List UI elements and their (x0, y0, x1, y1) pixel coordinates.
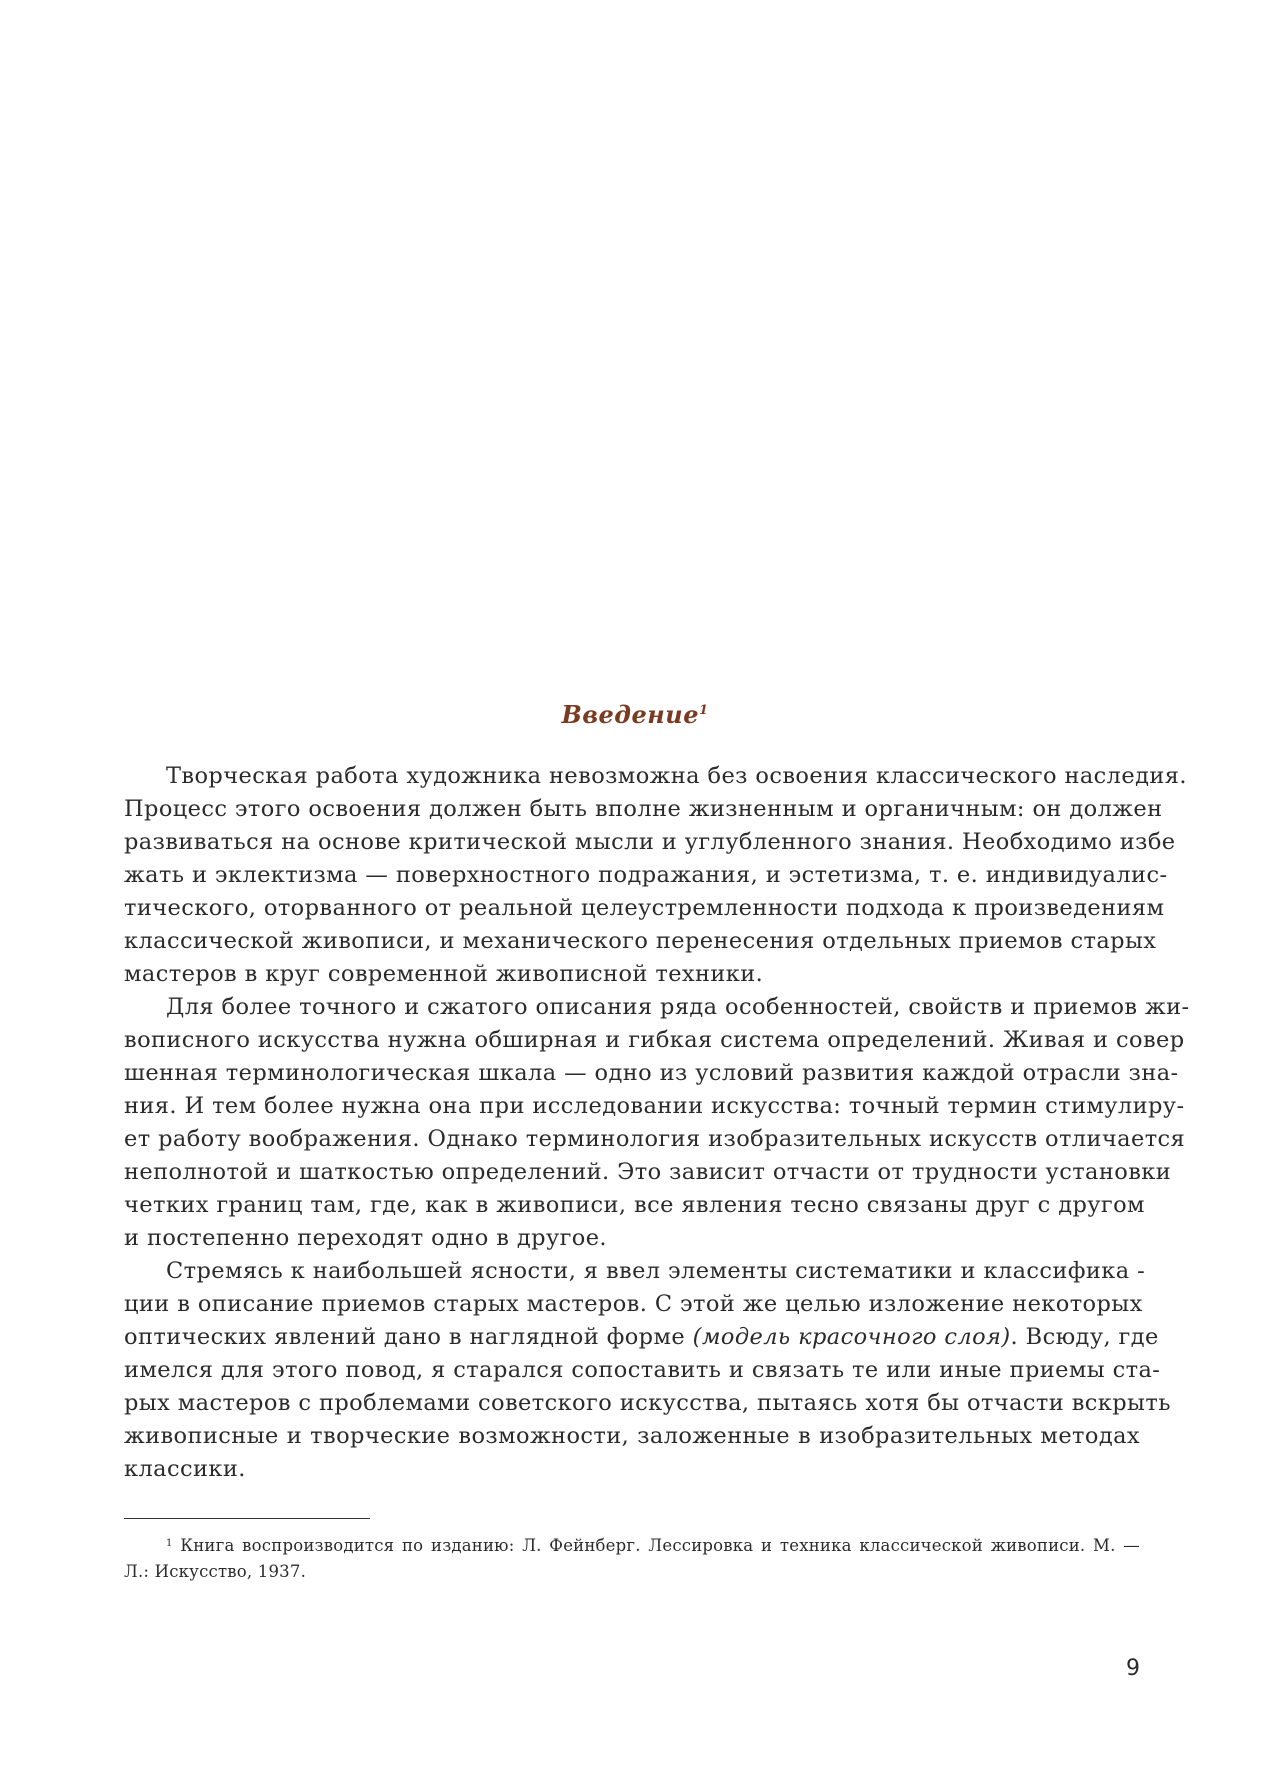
text-line: имелся для этого повод, я старался сопоставить и связать те или иные приемы ста- (124, 1357, 1161, 1383)
text-line: неполнотой и шаткостью определений. Это зависит отчасти от трудности установки (124, 1159, 1172, 1185)
text-segment: оптических явлений дано в наглядной форме (124, 1324, 686, 1350)
footnote-reference-mark: 1 (698, 703, 709, 718)
text-line: и постепенно переходят одно в другое. (124, 1225, 607, 1251)
paragraph-1 (124, 760, 1187, 991)
footnote-divider (124, 1518, 370, 1519)
text-line-with-italic (124, 1321, 1159, 1354)
text-line: рых мастеров с проблемами советского искусства, пытаясь хотя бы отчасти вскрыть (124, 1390, 1171, 1416)
text-line: Для более точного и сжатого описания ряда особенностей, свойств и приемов жи- (166, 994, 1190, 1020)
text-line: Стремясь к наибольшей ясности, я ввел элементы систематики и классифика - (166, 1258, 1146, 1284)
paragraph-2 (124, 991, 1190, 1255)
body-text (124, 760, 1190, 1486)
text-line: жать и эклектизма — поверхностного подражания, и эстетизма, т. е. индивидуалис- (124, 862, 1168, 888)
footnote-mark: 1 (166, 1538, 173, 1549)
text-line: Творческая работа художника невозможна без освоения классического наследия. (166, 763, 1187, 789)
text-line: ния. И тем более нужна она при исследовании искусства: точный термин стимулиру- (124, 1093, 1185, 1119)
text-line: четких границ там, где, как в живописи, все явления тесно связаны друг с другом (124, 1192, 1145, 1218)
text-segment: . Всюду, где (1010, 1324, 1159, 1350)
text-line: ции в описание приемов старых мастеров. С этой же целью изложение некоторых (124, 1291, 1143, 1317)
text-line: развиваться на основе критической мысли и углубленного знания. Необходимо избе (124, 829, 1176, 855)
text-line: тического, оторванного от реальной целеустремленности подхода к произведениям (124, 895, 1165, 921)
text-line: мастеров в круг современной живописной техники. (124, 961, 764, 987)
text-line: живописные и творческие возможности, заложенные в изобразительных методах (124, 1423, 1140, 1449)
italic-term: (модель красочного слоя) (692, 1324, 1011, 1350)
paragraph-3 (124, 1255, 1171, 1486)
footnote (124, 1533, 1140, 1585)
chapter-title: Введение (561, 700, 699, 729)
footnote-line: Л.: Искусство, 1937. (124, 1562, 307, 1581)
text-line: классики. (124, 1456, 246, 1482)
footnote-line (124, 1533, 1140, 1559)
footnote-text: Книга воспроизводится по изданию: Л. Фейнберг. Лессировка и техника классической живописи. М. — (180, 1536, 1140, 1555)
text-line: ет работу воображения. Однако терминология изобразительных искусств отличается (124, 1126, 1186, 1152)
text-line: классической живописи, и механического перенесения отдельных приемов старых (124, 928, 1157, 954)
text-line: шенная терминологическая шкала — одно из условий развития каждой отрасли зна- (124, 1060, 1179, 1086)
page-number: 9 (1126, 1656, 1140, 1681)
text-line: Процесс этого освоения должен быть вполне жизненным и органичным: он должен (124, 796, 1163, 822)
text-line: вописного искусства нужна обширная и гибкая система определений. Живая и совер (124, 1027, 1185, 1053)
chapter-heading (0, 700, 1270, 729)
